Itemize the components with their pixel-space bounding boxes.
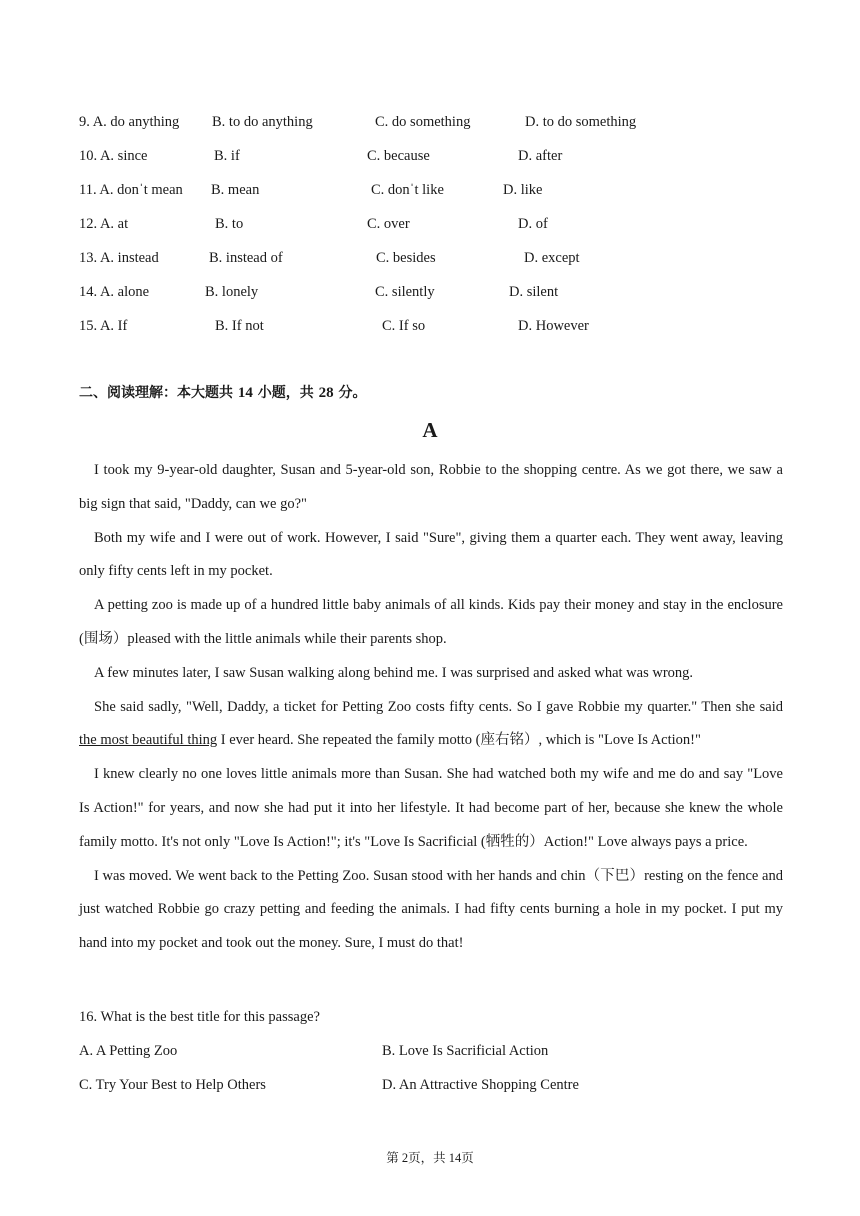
option-13-a: 13. A. instead <box>79 250 159 266</box>
question-14-options <box>0 282 860 302</box>
section-total-score: 28 <box>318 385 334 401</box>
passage-paragraph-1: I took my 9-year-old daughter, Susan and 5-year-old son, Robbie to the shopping centre. As we got there, we saw a big sign that said, "Daddy, can we go?" <box>79 462 783 512</box>
option-15-b: B. If not <box>215 318 264 334</box>
option-16-b: B. Love Is Sacrificial Action <box>382 1042 549 1059</box>
passage-title: A <box>422 418 438 442</box>
option-14-c: C. silently <box>375 284 435 300</box>
passage-paragraph-5 <box>79 691 783 759</box>
passage-paragraph-7: I was moved. We went back to the Petting Zoo. Susan stood with her hands and chin（下巴）resting on the fence and just watched Robbie go crazy petting and feeding the animals. I had fifty cents burning a hole in my pocket. I put my hand into my pocket and took out the money. Sure, I must do that! <box>79 867 783 952</box>
option-12-a: 12. A. at <box>79 216 129 232</box>
question-16-stem-line <box>79 1001 783 1035</box>
option-16-a: A. A Petting Zoo <box>79 1042 178 1059</box>
option-10-c: C. because <box>367 148 430 164</box>
question-16 <box>79 1001 783 1102</box>
option-12-b: B. to <box>215 216 244 232</box>
paragraph-5-end: I ever heard. She repeated the family motto (座右铭）, which is "Love Is Action!" <box>217 732 701 749</box>
option-9-d: D. to do something <box>525 114 637 130</box>
passage-paragraph-2: Both my wife and I were out of work. However, I said "Sure", giving them a quarter each. They went away, leaving only fifty cents left in my pocket. <box>79 529 783 580</box>
question-16-stem: 16. What is the best title for this passage? <box>79 1009 320 1025</box>
option-11-c: C. donˈt like <box>371 182 444 198</box>
option-15-c: C. If so <box>382 318 426 334</box>
page-footer: 第 2页，共 14页 <box>386 1151 474 1165</box>
section-heading <box>79 382 367 402</box>
option-11-b: B. mean <box>211 182 260 198</box>
option-16-d: D. An Attractive Shopping Centre <box>382 1076 579 1093</box>
option-13-c: C. besides <box>376 250 436 266</box>
option-10-b: B. if <box>214 148 240 164</box>
option-16-c: C. Try Your Best to Help Others <box>79 1076 266 1093</box>
option-9-b: B. to do anything <box>212 114 313 130</box>
option-10-a: 10. A. since <box>79 148 148 164</box>
option-15-a: 15. A. If <box>79 318 128 334</box>
question-16-options-row-2 <box>79 1069 783 1103</box>
question-16-options-row-1 <box>79 1035 783 1069</box>
option-13-d: D. except <box>524 250 580 266</box>
section-heading-middle: 小题，共 <box>257 385 314 401</box>
section-heading-suffix: 分。 <box>338 385 367 401</box>
question-12-options <box>0 214 860 234</box>
passage-paragraph-6: I knew clearly no one loves little animals more than Susan. She had watched both my wife and me do and say "Love Is Action!" for years, and now she had put it into her lifestyle. It had become part of her, because she knew the whole family motto. It's not only "Love Is Action!"; it's "Love Is Sacrificial (牺牲的）Action!" Love always pays a price. <box>79 766 783 850</box>
question-10-options <box>0 146 860 166</box>
option-14-b: B. lonely <box>205 284 259 300</box>
option-12-d: D. of <box>518 216 548 232</box>
question-11-options <box>0 180 860 200</box>
section-question-count: 14 <box>237 385 253 401</box>
question-15-options <box>0 316 860 336</box>
option-14-d: D. silent <box>509 284 559 300</box>
option-10-d: D. after <box>518 148 563 164</box>
question-9-options <box>0 112 860 132</box>
passage-paragraph-3: A petting zoo is made up of a hundred little baby animals of all kinds. Kids pay their money and stay in the enclosure (围场）pleased with the little animals while their parents shop. <box>79 597 783 647</box>
option-9-a: 9. A. do anything <box>79 114 180 130</box>
question-13-options <box>0 248 860 268</box>
option-13-b: B. instead of <box>209 250 283 266</box>
reading-passage <box>79 454 783 961</box>
option-14-a: 14. A. alone <box>79 284 150 300</box>
option-15-d: D. However <box>518 318 589 334</box>
paragraph-5-start: She said sadly, "Well, Daddy, a ticket for Petting Zoo costs fifty cents. So I gave Robbie my quarter." Then she said <box>94 698 783 715</box>
section-heading-prefix: 二、阅读理解：本大题共 <box>79 385 233 401</box>
option-9-c: C. do something <box>375 114 471 130</box>
passage-paragraph-4: A few minutes later, I saw Susan walking along behind me. I was surprised and asked what was wrong. <box>94 664 694 681</box>
option-12-c: C. over <box>367 216 410 232</box>
underlined-phrase: the most beautiful thing <box>79 732 218 749</box>
option-11-a: 11. A. donˈt mean <box>79 182 183 198</box>
option-11-d: D. like <box>503 182 543 198</box>
